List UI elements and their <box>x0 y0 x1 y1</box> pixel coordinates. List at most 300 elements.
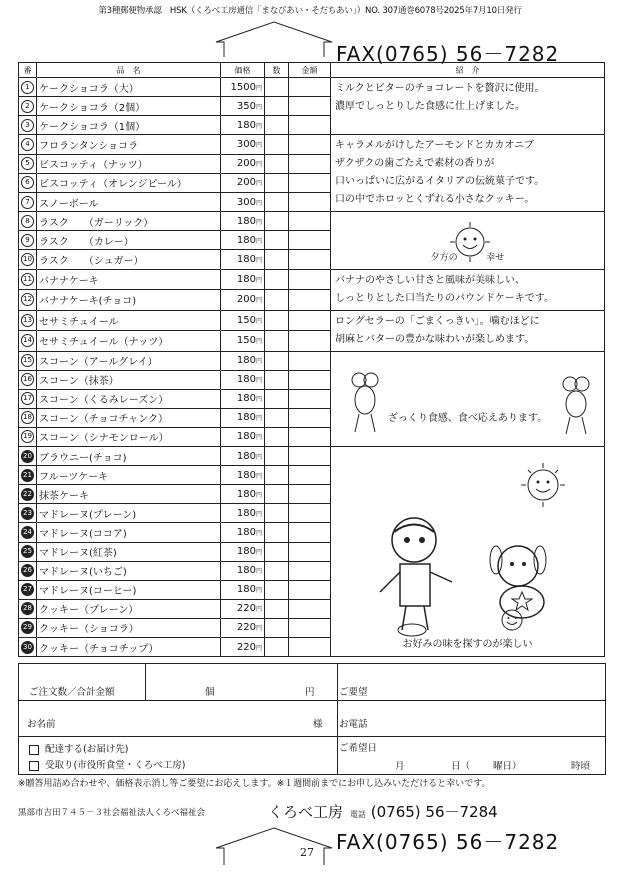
item-price-value: 180 <box>236 234 256 246</box>
table-row <box>19 351 605 370</box>
item-amount[interactable] <box>289 370 331 389</box>
item-number-badge: 5 <box>21 157 34 170</box>
item-number <box>19 389 37 408</box>
item-amount[interactable] <box>289 447 331 466</box>
item-number <box>19 310 37 331</box>
item-quantity[interactable] <box>265 351 289 370</box>
item-quantity[interactable] <box>265 231 289 250</box>
item-price-value: 180 <box>236 412 256 424</box>
item-number <box>19 447 37 466</box>
item-name: セサミチュイール（ナッツ） <box>37 331 221 352</box>
order-total-unit: 円 <box>305 687 315 698</box>
footer-phone-number: (0765) 56－7284 <box>370 803 498 821</box>
table-row <box>19 310 605 331</box>
item-price <box>221 504 265 523</box>
frog-icon <box>556 372 596 440</box>
item-name: クッキー（チョコチップ） <box>37 637 221 656</box>
item-name: スコーン（抹茶） <box>37 370 221 389</box>
item-number-badge: 10 <box>21 253 34 266</box>
item-number <box>19 193 37 212</box>
item-price <box>221 116 265 135</box>
item-number-badge: 18 <box>21 411 34 424</box>
item-amount[interactable] <box>289 542 331 561</box>
item-quantity[interactable] <box>265 310 289 331</box>
footer-phone <box>350 801 498 822</box>
arrow-icon <box>214 20 334 58</box>
item-price-value: 180 <box>236 355 256 367</box>
item-price-value: 220 <box>236 603 256 615</box>
item-price <box>221 447 265 466</box>
item-price <box>221 231 265 250</box>
item-price <box>221 427 265 446</box>
item-number-badge: 23 <box>21 507 34 520</box>
intro-line: バナナのやさしい甘さと風味が美味しい、 <box>335 274 525 286</box>
item-price-value: 180 <box>236 450 256 462</box>
yen-unit: 円 <box>255 606 262 614</box>
intro-line: 胡麻とバターの豊かな味わいが楽しめます。 <box>335 333 535 345</box>
item-price <box>221 78 265 97</box>
header-price: 価格 <box>221 63 265 78</box>
item-name: マドレーヌ(ココア) <box>37 523 221 542</box>
footer-org: くろべ工房 <box>268 803 344 821</box>
item-price <box>221 408 265 427</box>
item-quantity[interactable] <box>265 290 289 311</box>
item-price-value: 150 <box>236 335 256 347</box>
item-price-value: 180 <box>236 488 256 500</box>
intro-line: お好みの味を探すのが楽しい <box>402 639 533 651</box>
note-text: ※贈答用詰め合わせや、価格表示消し等ご要望にお応えします。※１週間前までにお申し込みいただけると幸いです。 <box>18 779 491 789</box>
item-price <box>221 212 265 231</box>
item-number-badge: 9 <box>21 234 34 247</box>
item-number <box>19 580 37 599</box>
yen-unit: 円 <box>255 568 262 576</box>
item-amount[interactable] <box>289 485 331 504</box>
intro-line: 口の中でホロッとくずれる小さなクッキー。 <box>335 194 535 206</box>
yen-unit: 円 <box>255 180 262 188</box>
item-number <box>19 637 37 656</box>
item-name: セサミチュイール <box>37 310 221 331</box>
yen-unit: 円 <box>255 434 262 442</box>
item-number-badge: 30 <box>21 641 34 654</box>
item-amount[interactable] <box>289 504 331 523</box>
pickup-label: 受取り(市役所食堂・くろべ工房) <box>45 760 186 771</box>
item-number <box>19 331 37 352</box>
intro-line: 口いっぱいに広がるイタリアの伝統菓子です。 <box>335 176 545 188</box>
item-name: マドレーヌ(コーヒー) <box>37 580 221 599</box>
item-number <box>19 561 37 580</box>
pickup-checkbox[interactable] <box>29 761 39 771</box>
item-price-value: 180 <box>236 546 256 558</box>
date-label: ご希望日 <box>339 743 378 754</box>
item-name: クッキー（プレーン） <box>37 599 221 618</box>
item-quantity[interactable] <box>265 135 289 154</box>
item-amount[interactable] <box>289 618 331 637</box>
item-price <box>221 154 265 173</box>
table-row <box>19 447 605 466</box>
phone-label: お電話 <box>339 719 368 730</box>
item-price-value: 200 <box>236 294 256 306</box>
item-amount[interactable] <box>289 193 331 212</box>
item-number <box>19 523 37 542</box>
yen-unit: 円 <box>255 199 262 207</box>
yen-unit: 円 <box>255 415 262 423</box>
item-price <box>221 542 265 561</box>
item-price <box>221 290 265 311</box>
item-amount[interactable] <box>289 331 331 352</box>
item-number-badge: 2 <box>21 100 34 113</box>
item-amount[interactable] <box>289 78 331 97</box>
item-number <box>19 542 37 561</box>
item-quantity[interactable] <box>265 212 289 231</box>
order-form <box>18 663 606 775</box>
intro-cell-g1 <box>331 78 605 135</box>
item-price <box>221 331 265 352</box>
item-quantity[interactable] <box>265 370 289 389</box>
yen-unit: 円 <box>255 317 262 325</box>
sun-face-icon <box>448 220 492 264</box>
character-drawing-icon <box>372 512 472 642</box>
item-amount[interactable] <box>289 408 331 427</box>
item-name: マドレーヌ(プレーン) <box>37 504 221 523</box>
item-name: バナナケーキ(チョコ) <box>37 290 221 311</box>
item-quantity[interactable] <box>265 331 289 352</box>
item-price <box>221 580 265 599</box>
intro-cell-g2 <box>331 135 605 212</box>
item-amount[interactable] <box>289 154 331 173</box>
item-name: バナナケーキ <box>37 269 221 290</box>
yen-unit: 円 <box>255 358 262 366</box>
item-price-value: 180 <box>236 215 256 227</box>
item-quantity[interactable] <box>265 154 289 173</box>
item-quantity[interactable] <box>265 269 289 290</box>
table-row <box>19 269 605 290</box>
item-quantity[interactable] <box>265 485 289 504</box>
item-price <box>221 310 265 331</box>
item-price-value: 180 <box>236 393 256 405</box>
item-number <box>19 212 37 231</box>
name-label: お名前 <box>27 719 56 730</box>
smiley-face-icon <box>500 608 524 632</box>
item-amount[interactable] <box>289 580 331 599</box>
item-amount[interactable] <box>289 466 331 485</box>
item-number-badge: 15 <box>21 354 34 367</box>
yen-unit: 円 <box>255 141 262 149</box>
weekday-label: 曜日） <box>493 761 522 772</box>
item-number-badge: 28 <box>21 602 34 615</box>
item-price-value: 220 <box>236 622 256 634</box>
intro-cell-g5 <box>331 310 605 351</box>
item-quantity[interactable] <box>265 466 289 485</box>
header-amount: 金額 <box>289 63 331 78</box>
item-price-value: 220 <box>236 641 256 653</box>
item-price <box>221 637 265 656</box>
item-name: ビスコッティ（ナッツ） <box>37 154 221 173</box>
item-amount[interactable] <box>289 173 331 192</box>
item-number-badge: 14 <box>21 334 34 347</box>
item-number <box>19 370 37 389</box>
item-name: ケークショコラ（2個） <box>37 97 221 116</box>
item-number <box>19 231 37 250</box>
delivery-label: 配達する(お届け先) <box>45 744 129 755</box>
table-header-row <box>19 63 605 78</box>
page-number: 27 <box>300 846 314 859</box>
item-name: ケークショコラ（1個） <box>37 116 221 135</box>
item-name: フルーツケーキ <box>37 466 221 485</box>
item-number <box>19 427 37 446</box>
yen-unit: 円 <box>255 297 262 305</box>
item-price-value: 300 <box>236 138 256 150</box>
item-price-value: 180 <box>236 119 256 131</box>
header-intro: 紹 介 <box>331 63 605 78</box>
item-price <box>221 618 265 637</box>
item-amount[interactable] <box>289 599 331 618</box>
item-number <box>19 466 37 485</box>
item-amount[interactable] <box>289 427 331 446</box>
item-number-badge: 27 <box>21 583 34 596</box>
item-price-value: 180 <box>236 584 256 596</box>
item-number <box>19 351 37 370</box>
item-number <box>19 250 37 269</box>
intro-line: ざっくり食感、食べ応えあります。 <box>387 412 548 424</box>
table-row <box>19 135 605 154</box>
item-name: ラスク （ガーリック） <box>37 212 221 231</box>
footer-address: 黒部市吉田７４５－３社会福祉法人くろべ福祉会 <box>18 808 206 818</box>
yen-unit: 円 <box>255 103 262 111</box>
yen-unit: 円 <box>255 122 262 130</box>
item-quantity[interactable] <box>265 504 289 523</box>
item-quantity[interactable] <box>265 599 289 618</box>
item-number-badge: 4 <box>21 138 34 151</box>
yen-unit: 円 <box>255 396 262 404</box>
item-number-badge: 19 <box>21 430 34 443</box>
item-number-badge: 1 <box>21 81 34 94</box>
yen-unit: 円 <box>255 472 262 480</box>
item-number-badge: 29 <box>21 621 34 634</box>
fax-number-bottom: FAX(0765) 56－7282 <box>336 830 560 854</box>
item-quantity[interactable] <box>265 447 289 466</box>
intro-cell-g4 <box>331 269 605 310</box>
intro-caption-left: 夕方の <box>430 252 458 263</box>
item-quantity[interactable] <box>265 427 289 446</box>
item-name: スコーン（くるみレーズン） <box>37 389 221 408</box>
intro-line: ザクザクの歯ごたえで素材の香りが <box>335 158 495 170</box>
item-number <box>19 97 37 116</box>
item-quantity[interactable] <box>265 637 289 656</box>
yen-unit: 円 <box>255 377 262 385</box>
item-number-badge: 20 <box>21 450 34 463</box>
yen-unit: 円 <box>255 338 262 346</box>
item-name: 抹茶ケーキ <box>37 485 221 504</box>
item-number-badge: 21 <box>21 469 34 482</box>
item-price <box>221 370 265 389</box>
yen-unit: 円 <box>255 237 262 245</box>
item-number-badge: 8 <box>21 215 34 228</box>
item-price <box>221 466 265 485</box>
item-number-badge: 3 <box>21 119 34 132</box>
item-amount[interactable] <box>289 389 331 408</box>
request-label: ご要望 <box>339 687 368 698</box>
intro-line: ロングセラーの「ごまくっきい」。噛むほどに <box>335 315 540 327</box>
item-number <box>19 504 37 523</box>
yen-unit: 円 <box>255 510 262 518</box>
item-number-badge: 6 <box>21 176 34 189</box>
item-number <box>19 173 37 192</box>
item-price-value: 180 <box>236 469 256 481</box>
item-amount[interactable] <box>289 290 331 311</box>
item-price-value: 200 <box>236 177 256 189</box>
table-row <box>19 78 605 97</box>
item-name: スコーン（チョコチャンク） <box>37 408 221 427</box>
item-name: スコーン（アールグレイ） <box>37 351 221 370</box>
item-price <box>221 561 265 580</box>
item-price <box>221 173 265 192</box>
order-count-unit: 個 <box>205 687 215 698</box>
item-amount[interactable] <box>289 250 331 269</box>
item-name: スノーボール <box>37 193 221 212</box>
delivery-checkbox[interactable] <box>29 745 39 755</box>
yen-unit: 円 <box>255 453 262 461</box>
item-quantity[interactable] <box>265 97 289 116</box>
item-name: クッキー（ショコラ） <box>37 618 221 637</box>
item-amount[interactable] <box>289 116 331 135</box>
item-price-value: 180 <box>236 273 256 285</box>
yen-unit: 円 <box>255 276 262 284</box>
table-row <box>19 212 605 231</box>
item-name: ブラウニー(チョコ) <box>37 447 221 466</box>
item-number-badge: 26 <box>21 564 34 577</box>
item-number <box>19 154 37 173</box>
item-number <box>19 116 37 135</box>
yen-unit: 円 <box>255 161 262 169</box>
item-amount[interactable] <box>289 269 331 290</box>
item-amount[interactable] <box>289 135 331 154</box>
item-name: ラスク （シュガー） <box>37 250 221 269</box>
item-quantity[interactable] <box>265 408 289 427</box>
item-number-badge: 17 <box>21 392 34 405</box>
item-number <box>19 290 37 311</box>
item-name: マドレーヌ(紅茶) <box>37 542 221 561</box>
item-price <box>221 523 265 542</box>
item-price <box>221 351 265 370</box>
yen-unit: 円 <box>255 491 262 499</box>
item-name: フロランタンショコラ <box>37 135 221 154</box>
header-quantity: 数 <box>265 63 289 78</box>
intro-caption-right: 幸せ <box>486 252 505 263</box>
header-line: 第3種郵便物承認 HSK（くろべ工房通信「まなびあい・そだちあい」）NO. 307通巻6078号2025年7月10日発行 <box>98 6 522 16</box>
item-amount[interactable] <box>289 351 331 370</box>
item-number-badge: 13 <box>21 314 34 327</box>
yen-unit: 円 <box>255 218 262 226</box>
time-label: 時頃 <box>571 761 591 772</box>
item-price <box>221 97 265 116</box>
item-price-value: 180 <box>236 565 256 577</box>
item-price-value: 180 <box>236 507 256 519</box>
item-quantity[interactable] <box>265 618 289 637</box>
item-number-badge: 25 <box>21 545 34 558</box>
item-number-badge: 12 <box>21 293 34 306</box>
fax-number-top: FAX(0765) 56－7282 <box>336 42 560 66</box>
item-number-badge: 11 <box>21 273 34 286</box>
header-number: 番 <box>19 63 37 78</box>
footer-phone-label: 電話 <box>350 810 366 819</box>
item-number <box>19 485 37 504</box>
item-number <box>19 408 37 427</box>
intro-line: キャラメルがけしたアーモンドとカカオニブ <box>335 140 534 152</box>
day-label: 日（ <box>451 761 471 772</box>
item-number-badge: 22 <box>21 488 34 501</box>
item-price <box>221 250 265 269</box>
item-price-value: 300 <box>236 196 256 208</box>
header-name: 品 名 <box>37 63 221 78</box>
item-amount[interactable] <box>289 561 331 580</box>
yen-unit: 円 <box>255 257 262 265</box>
arrow-icon <box>214 826 334 866</box>
delivery-option[interactable] <box>29 741 128 755</box>
item-quantity[interactable] <box>265 389 289 408</box>
month-label: 月 <box>395 761 405 772</box>
item-name: ラスク （カレー） <box>37 231 221 250</box>
pickup-option[interactable] <box>29 757 185 771</box>
item-price-value: 180 <box>236 374 256 386</box>
item-amount[interactable] <box>289 231 331 250</box>
item-quantity[interactable] <box>265 523 289 542</box>
item-price-value: 1500 <box>230 81 256 93</box>
item-name: マドレーヌ(いちご) <box>37 561 221 580</box>
item-price-value: 180 <box>236 431 256 443</box>
yen-unit: 円 <box>255 549 262 557</box>
order-total-label: ご注文数／合計金額 <box>29 687 115 698</box>
intro-line: ミルクとビターのチョコレートを贅沢に使用。 <box>335 83 545 94</box>
yen-unit: 円 <box>255 587 262 595</box>
item-amount[interactable] <box>289 97 331 116</box>
item-number-badge: 7 <box>21 196 34 209</box>
item-number <box>19 269 37 290</box>
item-price <box>221 193 265 212</box>
item-amount[interactable] <box>289 523 331 542</box>
item-quantity[interactable] <box>265 542 289 561</box>
item-number <box>19 599 37 618</box>
item-quantity[interactable] <box>265 173 289 192</box>
item-name: ビスコッティ（オレンジピール） <box>37 173 221 192</box>
item-amount[interactable] <box>289 212 331 231</box>
item-price-value: 180 <box>236 254 256 266</box>
item-quantity[interactable] <box>265 78 289 97</box>
item-quantity[interactable] <box>265 580 289 599</box>
item-number <box>19 78 37 97</box>
item-price <box>221 135 265 154</box>
item-price-value: 200 <box>236 158 256 170</box>
item-number <box>19 618 37 637</box>
yen-unit: 円 <box>255 625 262 633</box>
item-quantity[interactable] <box>265 250 289 269</box>
item-price <box>221 485 265 504</box>
intro-line: しっとりとした口当たりのパウンドケーキです。 <box>335 292 554 304</box>
yen-unit: 円 <box>255 529 262 537</box>
item-amount[interactable] <box>289 637 331 656</box>
item-name: ケークショコラ（大） <box>37 78 221 97</box>
item-price-value: 150 <box>236 314 256 326</box>
name-honorific: 様 <box>313 719 323 730</box>
item-quantity[interactable] <box>265 561 289 580</box>
item-price-value: 350 <box>236 100 256 112</box>
item-amount[interactable] <box>289 310 331 331</box>
item-quantity[interactable] <box>265 193 289 212</box>
item-price-value: 180 <box>236 526 256 538</box>
item-price <box>221 599 265 618</box>
intro-line: 濃厚でしっとりした食感に仕上げました。 <box>335 101 525 112</box>
item-price <box>221 269 265 290</box>
item-quantity[interactable] <box>265 116 289 135</box>
